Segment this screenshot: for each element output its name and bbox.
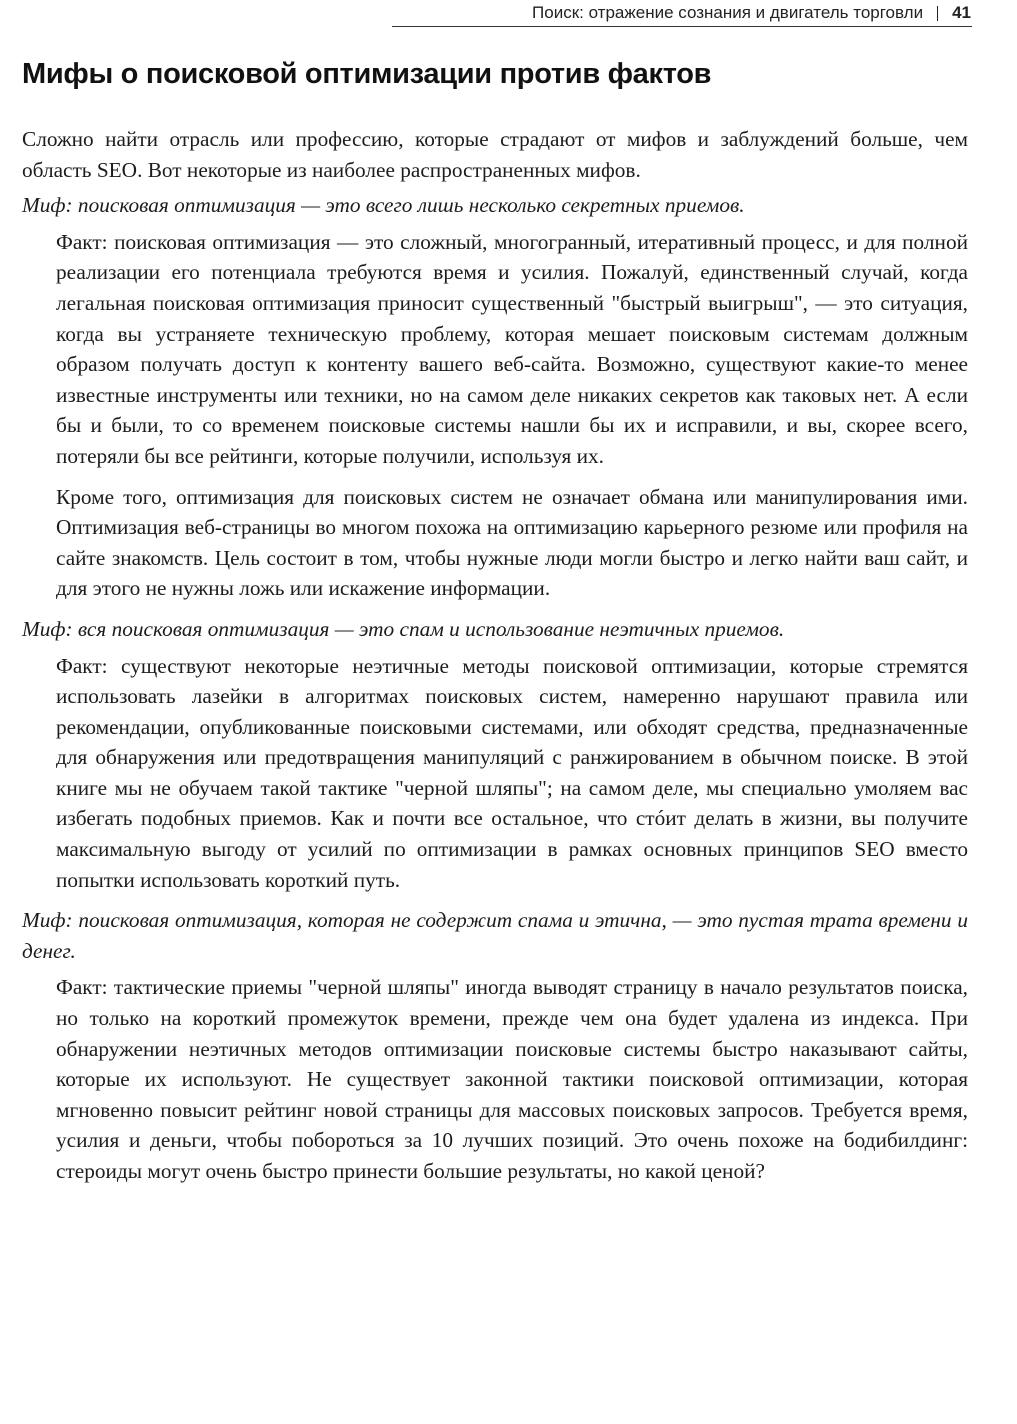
fact-1-paragraph-2: Кроме того, оптимизация для поисковых систем не означает обмана или манипулирования ими. Оптимизация веб-страницы во многом похожа на оптимизацию карьерного резюме или профиля на сайте знакомств. Цель состоит в том, чтобы нужные люди могли быстро и легко найти ваш сайт, и для этого не нужны ложь или искажение информации. bbox=[56, 484, 968, 601]
myth-1: Миф: поисковая оптимизация — это всего лишь несколько секретных приемов. bbox=[22, 193, 745, 218]
myth-2: Миф: вся поисковая оптимизация — это спам и использование неэтичных приемов. bbox=[22, 616, 785, 641]
intro-paragraph: Сложно найти отрасль или профессию, которые страдают от мифов и заблуждений больше, чем область SEO. Вот некоторые из наиболее распространенных мифов. bbox=[22, 127, 968, 182]
header-separator bbox=[937, 6, 938, 21]
body-text bbox=[22, 124, 968, 1197]
fact-1-paragraph-1: Факт: поисковая оптимизация — это сложный, многогранный, итеративный процесс, и для полной реализации его потенциала требуются время и усилия. Пожалуй, единственный случай, когда легальная поисковая оптимизация приносит существенный "быстрый выигрыш", — это ситуация, когда вы устраняете техническую проблему, которая мешает поисковым системам должным образом получать доступ к контенту вашего веб-сайта. Возможно, существуют какие-то менее известные инструменты или техники, но на самом деле никаких секретов как таковых нет. А если бы и были, то со временем поисковые системы нашли бы их и исправили, и вы, скорее всего, потеряли бы все рейтинги, которые получили, используя их. bbox=[56, 229, 968, 468]
running-title: Поиск: отражение сознания и двигатель торговли bbox=[532, 3, 924, 22]
header-rule bbox=[392, 26, 972, 27]
running-header bbox=[411, 2, 971, 24]
page-number: 41 bbox=[952, 3, 971, 22]
section-title: Мифы о поисковой оптимизации против фактов bbox=[22, 58, 712, 90]
fact-3-paragraph-1: Факт: тактические приемы "черной шляпы" иногда выводят страницу в начало результатов поиска, но только на короткий промежуток времени, прежде чем она будет удалена из индекса. При обнаружении неэтичных методов оптимизации поисковые системы быстро наказывают сайты, которые их используют. Не существует законной тактики поисковой оптимизации, которая мгновенно повысит рейтинг новой страницы для массовых поисковых запросов. Требуется время, усилия и деньги, чтобы побороться за 10 лучших позиций. Это очень похоже на бодибилдинг: стероиды могут очень быстро принести большие результаты, но какой ценой? bbox=[56, 975, 968, 1183]
fact-2-paragraph-1: Факт: существуют некоторые неэтичные методы поисковой оптимизации, которые стремятся использовать лазейки в алгоритмах поисковых систем, намеренно нарушают правила или рекомендации, опубликованные поисковыми системами, или обходят средства, предназначенные для обнаружения или предотвращения манипуляций с ранжированием в обычном поиске. В этой книге мы не обучаем такой тактике "черной шляпы"; на самом деле, мы специально умоляем вас избегать подобных приемов. Как и почти все остальное, что стóит делать в жизни, вы получите максимальную выгоду от усилий по оптимизации в рамках основных принципов SEO вместо попытки использовать короткий путь. bbox=[56, 653, 968, 892]
myth-3: Миф: поисковая оптимизация, которая не содержит спама и этична, — это пустая трата времени и денег. bbox=[22, 908, 968, 963]
